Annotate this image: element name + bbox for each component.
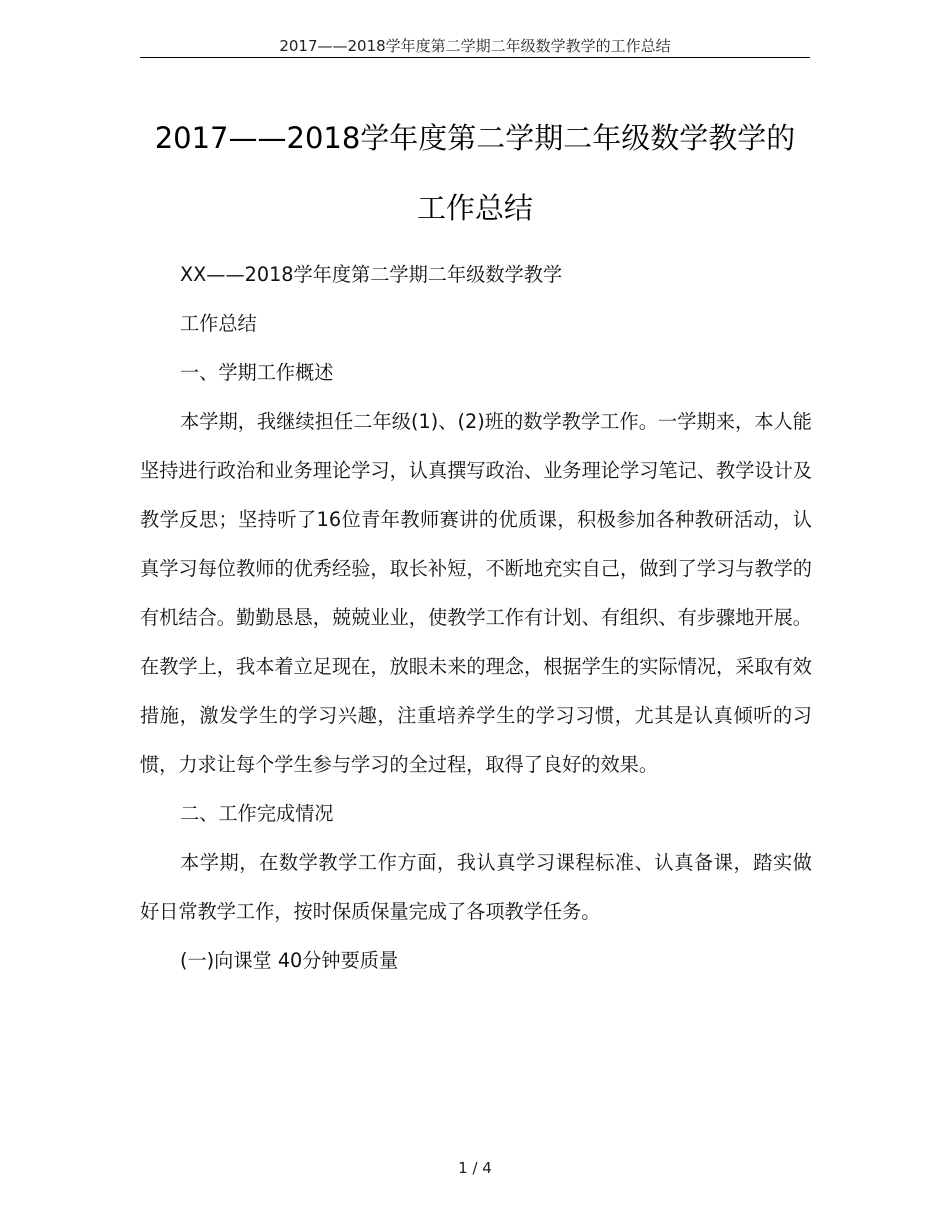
section-1-paragraph: 本学期，我继续担任二年级(1)、(2)班的数学教学工作。一学期来，本人能坚持进行政治和业务理论学习，认真撰写政治、业务理论学习笔记、教学设计及教学反思；坚持听了16位青年教师赛讲的优质课，积极参加各种教研活动，认真学习每位教师的优秀经验，取长补短，不断地充实自己，做到了学习与教学的有机结合。勤勤恳恳，兢兢业业，使教学工作有计划、有组织、有步骤地开展。在教学上，我本着立足现在，放眼未来的理念，根据学生的实际情况，采取有效措施，激发学生的学习兴趣，注重培养学生的学习习惯，尤其是认真倾听的习惯，力求让每个学生参与学习的全过程，取得了良好的效果。 xyxy=(140,410,812,776)
page-number: 1 / 4 xyxy=(458,1159,492,1177)
document-title-line-1: 2017——2018学年度第二学期二年级数学教学的 xyxy=(154,121,796,155)
subtitle-line-1: XX——2018学年度第二学期二年级数学教学 xyxy=(180,263,563,286)
running-header: 2017——2018学年度第二学期二年级数学教学的工作总结 xyxy=(279,37,671,55)
subsection-1-heading: (一)向课堂 40分钟要质量 xyxy=(180,949,399,972)
section-2-paragraph: 本学期，在数学教学工作方面，我认真学习课程标准、认真备课，踏实做好日常教学工作，按时保质保量完成了各项教学任务。 xyxy=(140,851,812,923)
section-2-heading: 二、工作完成情况 xyxy=(180,802,334,825)
document-title-line-2: 工作总结 xyxy=(416,191,533,225)
section-1-heading: 一、学期工作概述 xyxy=(180,361,334,384)
document-body xyxy=(140,250,812,985)
header-divider xyxy=(140,57,810,58)
subtitle-line-2: 工作总结 xyxy=(180,312,257,335)
